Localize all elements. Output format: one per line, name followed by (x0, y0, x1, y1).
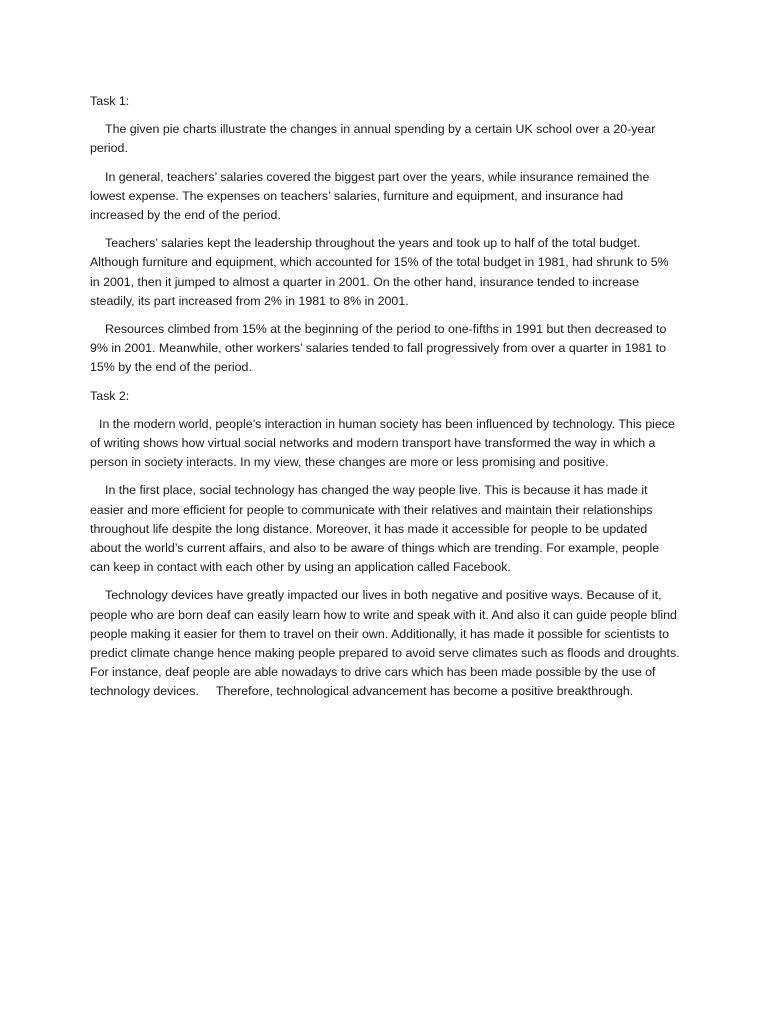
task2-paragraph-1: In the modern world, people’s interaction in human society has been influenced by technology. This piece of writing shows how virtual social networks and modern transport have transformed the way in which a person in society interacts. In my view, these changes are more or less promising and positive. (90, 416, 675, 470)
task2-paragraph-2: In the first place, social technology has changed the way people live. This is because it has made it easier and more efficient for people to communicate with their relatives and maintain their relationships throughout life despite the long distance. Moreover, it has made it accessible for people to be updated about the world’s current affairs, and also to be aware of things which are trending. For example, people can keep in contact with each other by using an application called Facebook. (90, 483, 660, 575)
task2-paragraph-3: Technology devices have greatly impacted our lives in both negative and positive ways. Because of it, people who are born deaf can easily learn how to write and speak with it. And also it can guide people blind people making it easier for them to travel on their own. Additionally, it has made it possible for scientists to predict climate change hence making people prepared to avoid serve climates such as floods and droughts. For instance, deaf people are able nowadays to drive cars which has been made possible by the use of technology devices. Therefore, technological advancement has become a positive breakthrough. (90, 588, 684, 699)
task1-heading: Task 1: (90, 94, 130, 108)
task1-paragraph-4: Resources climbed from 15% at the beginning of the period to one-fifths in 1991 but then decreased to 9% in 2001. Meanwhile, other workers’ salaries tended to fall progressively from over a quarter in 1981 to 15% by the end of the period. (90, 322, 667, 375)
document-body (90, 92, 684, 711)
task1-paragraph-2: In general, teachers’ salaries covered the biggest part over the years, while insurance remained the lowest expense. The expenses on teachers’ salaries, furniture and equipment, and insurance had increased by the end of the period. (90, 169, 650, 223)
task1-paragraph-1: The given pie charts illustrate the changes in annual spending by a certain UK school over a 20-year period. (90, 122, 656, 156)
task2-heading: Task 2: (90, 388, 130, 403)
task1-paragraph-3: Teachers’ salaries kept the leadership throughout the years and took up to half of the total budget. Although furniture and equipment, which accounted for 15% of the total budget in 1981, had shrunk to 5% in 2001, then it jumped to almost a quarter in 2001. On the other hand, insurance tended to increase steadily, its part increased from 2% in 1981 to 8% in 2001. (90, 236, 669, 308)
